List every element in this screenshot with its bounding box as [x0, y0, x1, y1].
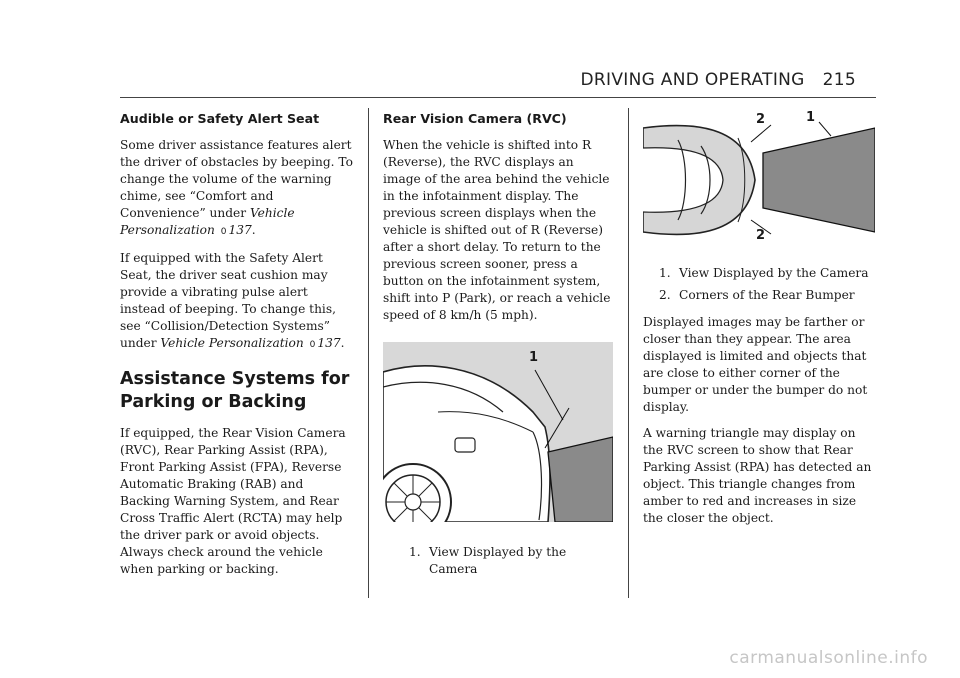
- car-rear-view-graphic: [383, 342, 613, 522]
- page-number: 215: [822, 70, 856, 90]
- paragraph: Some driver assistance features alert the driver of obstacles by beeping. To change the volume of the warning chime, see “Comfort and Convenience” under Vehicle Personalization 0 137.: [120, 138, 353, 237]
- section-heading: Assistance Systems for Parking or Backing: [120, 369, 350, 412]
- column-1: [120, 108, 356, 587]
- figure-caption-list: [409, 544, 613, 578]
- paragraph: A warning triangle may display on the RVC screen to show that Rear Parking Assist (RPA) has detected an object. This triangle changes from amber to red and increases in size the closer the object.: [643, 426, 872, 525]
- cross-reference[interactable]: Vehicle Personalization 0 137.: [120, 206, 295, 237]
- list-item: 1. View Displayed by the Camera: [659, 266, 869, 280]
- list-item: 1. View Displayed by the Camera: [409, 545, 567, 576]
- page-ref-icon: 0: [220, 227, 227, 237]
- figure-callout-1: 1: [806, 110, 816, 125]
- section-title: DRIVING AND OPERATING: [580, 70, 805, 90]
- page-ref-icon: 0: [309, 340, 316, 350]
- figure-callout-2-bottom: 2: [756, 228, 766, 243]
- watermark: carmanualsonline.info: [729, 648, 928, 668]
- column-divider: [628, 108, 629, 598]
- paragraph: When the vehicle is shifted into R (Reverse), the RVC displays an image of the area behind the vehicle in the infotainment display. The previous screen displays when the vehicle is shifted out of R (Reverse) after a short delay. To return to the previous screen sooner, press a button on the infotainment system, shift into P (Park), or reach a vehicle speed of 8 km/h (5 mph).: [383, 138, 611, 322]
- column-2: [383, 108, 613, 583]
- column-3: [643, 108, 875, 536]
- column-divider: [368, 108, 369, 598]
- heading-rvc: Rear Vision Camera (RVC): [383, 111, 567, 126]
- figure-caption-list: [659, 265, 875, 304]
- paragraph: If equipped, the Rear Vision Camera (RVC), Rear Parking Assist (RPA), Front Parking Assist (FPA), Reverse Automatic Braking (RAB) and Backing Warning System, and Rear Cross Traffic Alert (RCTA) may help the driver park or avoid objects. Always check around the vehicle when parking or backing.: [120, 426, 346, 576]
- figure-callout-1: 1: [529, 350, 539, 365]
- paragraph: Displayed images may be farther or closer than they appear. The area displayed is limited and objects that are close to either corner of the bumper or under the bumper do not display.: [643, 315, 868, 414]
- paragraph: If equipped with the Safety Alert Seat, the driver seat cushion may provide a vibrating pulse alert instead of beeping. To change this, see “Collision/Detection Systems” under Vehicle Personalization 0 137.: [120, 251, 345, 350]
- rear-camera-illustration: [383, 342, 613, 522]
- figure-callout-2-top: 2: [756, 112, 766, 127]
- list-item: 2. Corners of the Rear Bumper: [659, 288, 855, 302]
- cross-reference[interactable]: Vehicle Personalization 0 137.: [160, 336, 345, 350]
- header-rule: [120, 97, 876, 98]
- bumper-camera-illustration: [643, 108, 875, 253]
- page-header: [581, 70, 856, 90]
- heading-alert-seat: Audible or Safety Alert Seat: [120, 111, 320, 126]
